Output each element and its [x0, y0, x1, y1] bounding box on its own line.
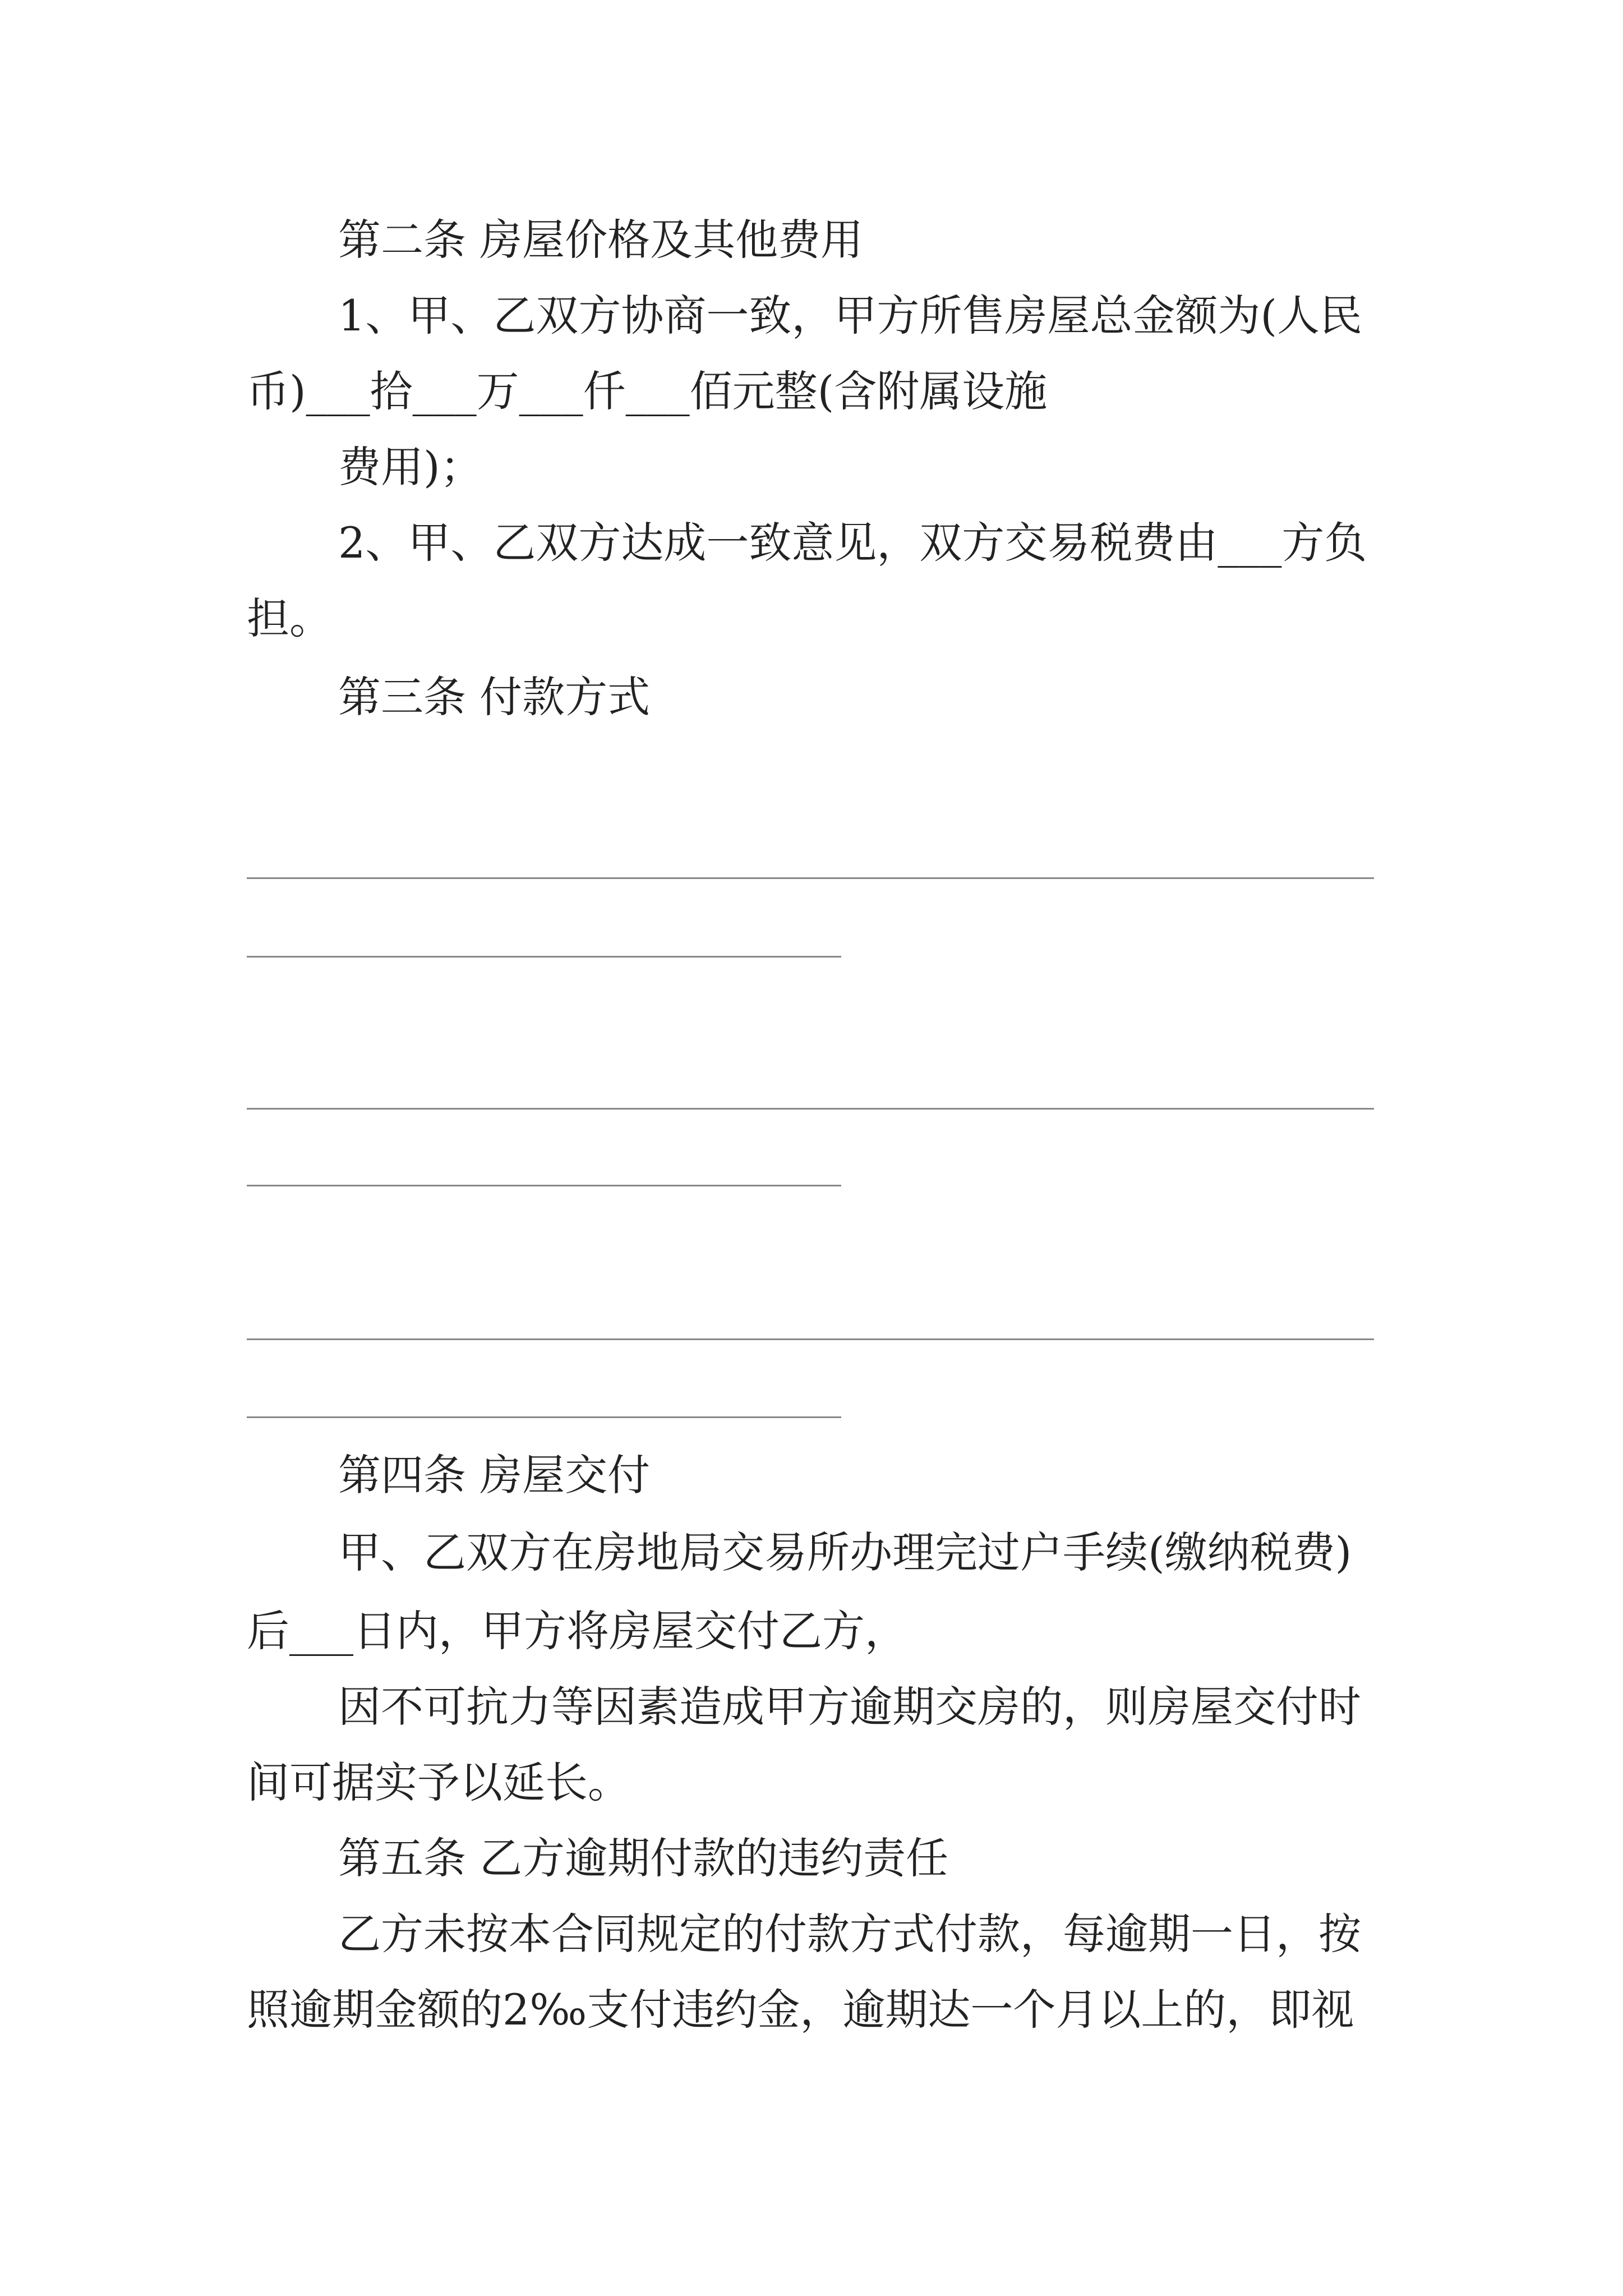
article-2-item-1-line-3: 费用)；: [338, 442, 483, 492]
blank-line: [247, 1108, 1374, 1110]
article-5-heading: 第五条 乙方逾期付款的违约责任: [338, 1833, 949, 1883]
blank-line: [247, 1416, 841, 1418]
article-4-p1-line-1: 甲、乙双方在房地局交易所办理完过户手续(缴纳税费): [338, 1527, 1352, 1577]
blank-line: [247, 1185, 841, 1186]
blank-line: [247, 956, 841, 958]
article-3-heading: 第三条 付款方式: [338, 672, 651, 722]
article-2-heading: 第二条 房屋价格及其他费用: [338, 215, 864, 265]
article-4-p2-line-1: 因不可抗力等因素造成甲方逾期交房的，则房屋交付时: [338, 1682, 1361, 1732]
blank-line: [247, 1338, 1374, 1340]
blank-line: [247, 877, 1374, 879]
article-2-item-1-line-2: 币)___拾___万___仟___佰元整(含附属设施: [247, 366, 1048, 416]
article-4-p2-line-2: 间可据实予以延长。: [247, 1757, 630, 1807]
article-2-item-2-line-1: 2、甲、乙双方达成一致意见，双方交易税费由___方负: [338, 518, 1367, 568]
article-2-item-2-line-2: 担。: [247, 593, 332, 643]
article-5-p1-line-1: 乙方未按本合同规定的付款方式付款，每逾期一日，按: [338, 1909, 1361, 1959]
article-2-item-1-line-1: 1、甲、乙双方协商一致，甲方所售房屋总金额为(人民: [338, 291, 1363, 341]
article-5-p1-line-2: 照逾期金额的2‰支付违约金，逾期达一个月以上的，即视: [247, 1985, 1354, 2035]
article-4-p1-line-2: 后___日内，甲方将房屋交付乙方，: [247, 1606, 907, 1656]
article-4-heading: 第四条 房屋交付: [338, 1450, 651, 1500]
